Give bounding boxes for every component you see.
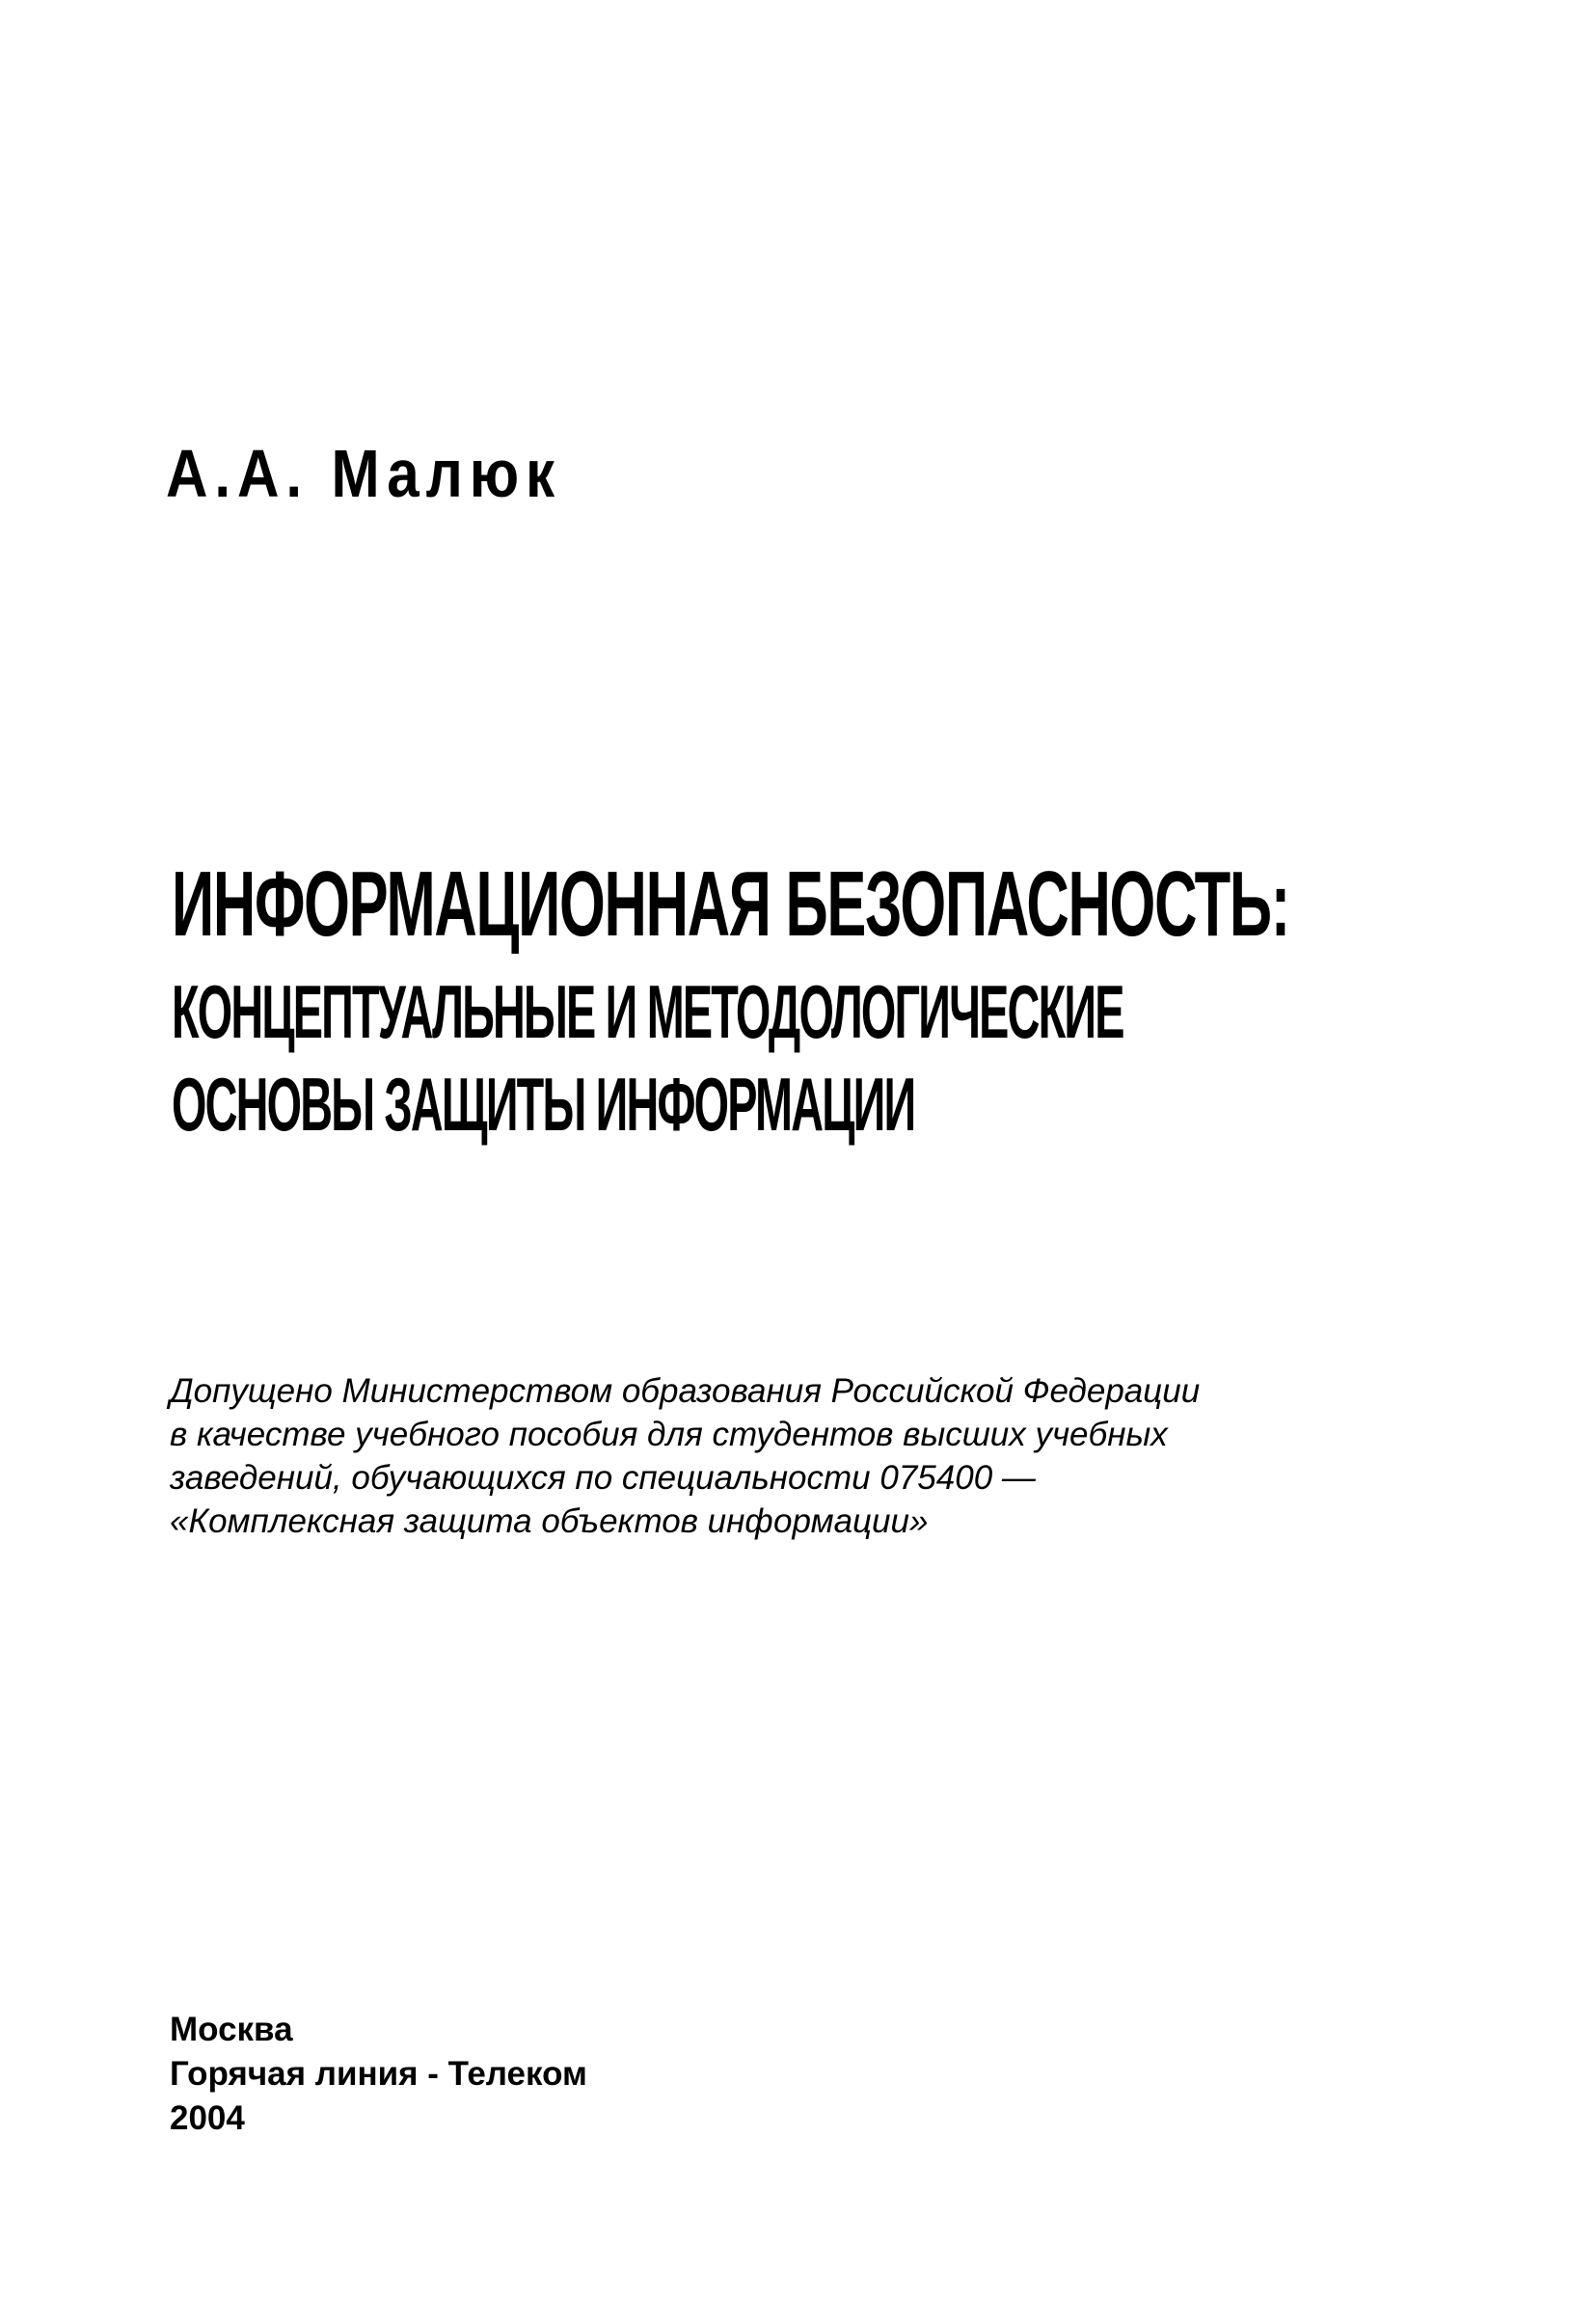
author-name: А.А. Малюк	[166, 436, 562, 511]
book-title	[172, 852, 1596, 1159]
approval-line: заведений, обучающихся по специальности 075400 —	[170, 1459, 1036, 1497]
imprint-city: Москва	[170, 2011, 293, 2048]
imprint	[170, 2008, 587, 2141]
approval-line: в качестве учебного пособия для студентов высших учебных	[170, 1416, 1168, 1453]
approval-line: Допущено Министерством образования Российской Федерации	[170, 1372, 1201, 1410]
subtitle-line-2: ОСНОВЫ ЗАЩИТЫ ИНФОРМАЦИИ	[172, 1062, 915, 1147]
approval-note	[170, 1369, 1200, 1543]
approval-line: «Комплексная защита объектов информации»	[170, 1502, 929, 1540]
imprint-publisher: Горячая линия - Телеком	[170, 2055, 587, 2093]
imprint-year: 2004	[170, 2099, 245, 2137]
title-main: ИНФОРМАЦИОННАЯ БЕЗОПАСНОСТЬ:	[172, 852, 1289, 956]
subtitle-line-1: КОНЦЕПТУАЛЬНЫЕ И МЕТОДОЛОГИЧЕСКИЕ	[172, 969, 1123, 1054]
